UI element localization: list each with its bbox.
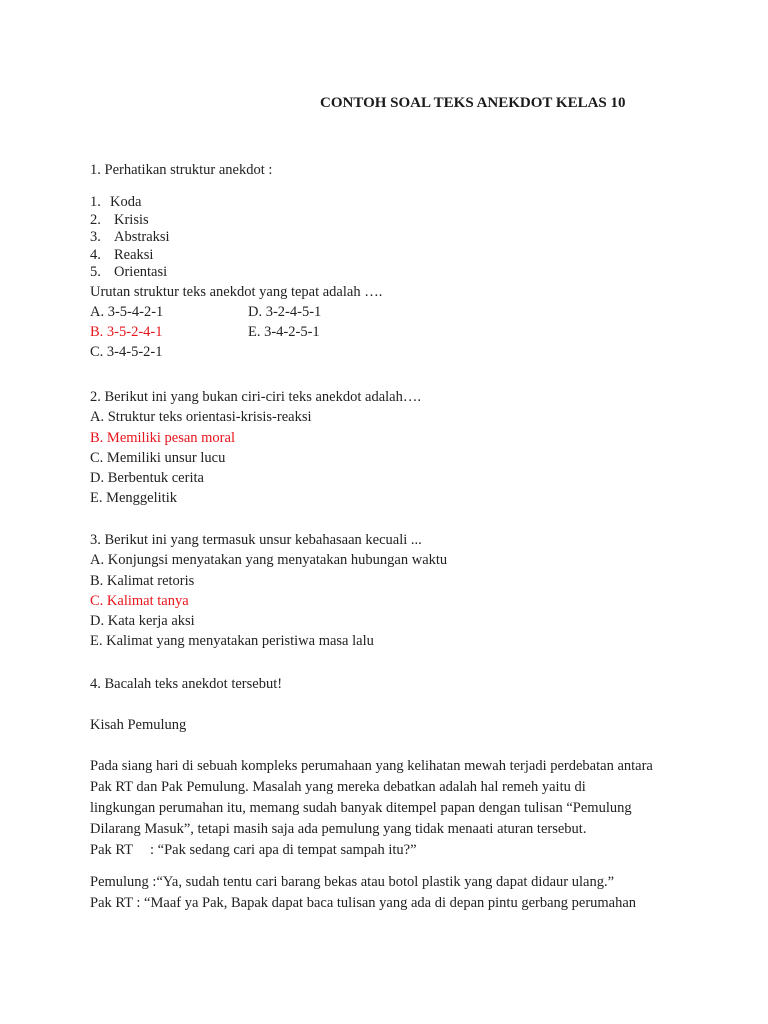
paragraph-line: Pada siang hari di sebuah kompleks perumahaan yang kelihatan mewah terjadi perdebatan antara (90, 758, 653, 774)
option-e: E. Kalimat yang menyatakan peristiwa masa lalu (90, 633, 374, 650)
list-item-text: Krisis (114, 211, 149, 228)
option-e: E. Menggelitik (90, 490, 177, 507)
dialog-text: : “Pak sedang cari apa di tempat sampah itu?” (150, 842, 417, 858)
list-item-number: 3. (90, 229, 101, 245)
question-4 (90, 674, 730, 694)
list-item (90, 264, 730, 282)
story-title-block (90, 715, 730, 735)
list-item-text: Orientasi (114, 264, 168, 280)
dialog-line: Pak RT : “Maaf ya Pak, Bapak dapat baca tulisan yang ada di depan pintu gerbang perumahan (90, 895, 637, 911)
list-item-number: 2. (90, 211, 101, 228)
dialog-line (90, 840, 730, 861)
options-row-1 (90, 302, 730, 322)
story-dialog (90, 872, 730, 914)
option-b: B. Kalimat retoris (90, 572, 195, 589)
option-b-answer: B. 3-5-2-4-1 (90, 324, 163, 341)
list-item-number: 1. (90, 194, 101, 210)
option-c-answer: C. Kalimat tanya (90, 592, 189, 609)
list-item (90, 247, 730, 265)
option-c: C. Memiliki unsur lucu (90, 449, 226, 466)
paragraph-line: lingkungan perumahan itu, memang sudah banyak ditempel papan dengan tulisan “Pemulung (90, 800, 632, 816)
paragraph-line: Pak RT dan Pak Pemulung. Masalah yang mereka debatkan adalah hal remeh yaitu di (90, 779, 586, 795)
dialog-line: Pemulung :“Ya, sudah tentu cari barang bekas atau botol plastik yang dapat didaur ulang.” (90, 874, 615, 890)
story-paragraph (90, 756, 730, 861)
list-item-number: 5. (90, 264, 101, 280)
list-item-text: Koda (110, 194, 142, 210)
option-c: C. 3-4-5-2-1 (90, 344, 163, 361)
question-1-prompt: Urutan struktur teks anekdot yang tepat adalah …. (90, 283, 383, 300)
list-item (90, 229, 730, 247)
paragraph-line: Dilarang Masuk”, tetapi masih saja ada pemulung yang tidak menaati aturan tersebut. (90, 821, 587, 837)
option-a: A. 3-5-4-2-1 (90, 303, 164, 320)
question-2-text: 2. Berikut ini yang bukan ciri-ciri teks anekdot adalah…. (90, 389, 421, 405)
option-a: A. Struktur teks orientasi-krisis-reaksi (90, 409, 312, 426)
structure-list (90, 194, 730, 363)
list-item-text: Abstraksi (114, 229, 170, 245)
question-1 (90, 160, 730, 180)
list-item-number: 4. (90, 246, 101, 263)
list-item (90, 212, 730, 230)
page-title: CONTOH SOAL TEKS ANEKDOT KELAS 10 (320, 95, 626, 111)
option-e: E. 3-4-2-5-1 (248, 324, 320, 341)
question-3 (90, 530, 730, 652)
option-d: D. Kata kerja aksi (90, 613, 195, 630)
list-item-text: Reaksi (114, 246, 154, 263)
option-d: D. 3-2-4-5-1 (248, 303, 322, 320)
question-3-text: 3. Berikut ini yang termasuk unsur kebahasaan kecuali ... (90, 532, 422, 548)
question-1-text: 1. Perhatikan struktur anekdot : (90, 162, 273, 178)
options-row-2 (90, 322, 730, 342)
option-d: D. Berbentuk cerita (90, 470, 204, 487)
option-a: A. Konjungsi menyatakan yang menyatakan hubungan waktu (90, 552, 448, 569)
dialog-speaker: Pak RT (90, 842, 134, 858)
question-4-text: 4. Bacalah teks anekdot tersebut! (90, 676, 283, 692)
question-2 (90, 387, 730, 509)
list-item (90, 194, 730, 212)
option-b-answer: B. Memiliki pesan moral (90, 429, 235, 446)
story-title: Kisah Pemulung (90, 717, 187, 733)
